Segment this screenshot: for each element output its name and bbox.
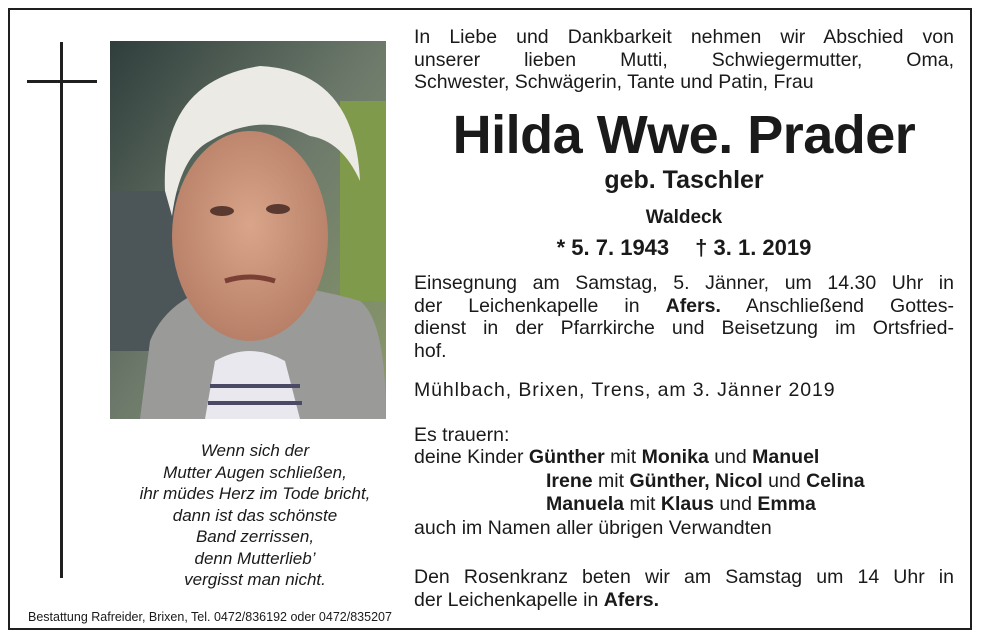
mourner-text: und — [762, 469, 807, 492]
rosary-notice — [414, 566, 954, 611]
cross-icon-bar — [27, 80, 97, 83]
mourner-name: Manuela — [546, 493, 625, 515]
intro-line: unserer lieben Mutti, Schwiegermutter, Oma, — [414, 48, 954, 71]
poem-line: dann ist das schönste — [172, 505, 338, 525]
mourner-text: deine Kinder — [414, 446, 529, 468]
mourner-text: mit — [624, 493, 661, 515]
birth-date: * 5. 7. 1943 — [556, 235, 670, 260]
mourners-row — [414, 493, 954, 517]
funeral-line: hof. — [414, 339, 447, 362]
intro-line: In Liebe und Dankbarkeit nehmen wir Abschied von — [414, 26, 954, 48]
mourner-name: Monika — [641, 446, 709, 468]
mourners-list — [414, 446, 954, 540]
poem-line: Wenn sich der — [200, 441, 310, 460]
intro-line: Schwester, Schwägerin, Tante und Patin, Frau — [414, 71, 814, 93]
mourner-text: und — [713, 493, 758, 515]
home-place: Waldeck — [645, 207, 723, 228]
maiden-name: geb. Taschler — [604, 166, 764, 194]
mourner-name: Manuel — [752, 446, 820, 468]
funeral-text: Anschließend Gottes- — [720, 294, 954, 317]
intro-text — [414, 26, 954, 94]
rosary-line — [414, 589, 954, 612]
mourner-name: Günther — [528, 446, 605, 468]
deceased-name: Hilda Wwe. Prader — [452, 105, 916, 165]
mourner-name: Celina — [806, 469, 865, 492]
mourner-text: mit — [604, 446, 642, 468]
funeral-line: Einsegnung am Samstag, 5. Jänner, um 14.30 Uhr in — [414, 272, 954, 294]
funeral-details — [414, 272, 954, 362]
funeral-home-contact: Bestattung Rafreider, Brixen, Tel. 0472/836192 oder 0472/835207 — [28, 610, 392, 624]
cross-icon — [60, 42, 63, 578]
funeral-location: Afers. — [665, 294, 721, 317]
death-date: † 3. 1. 2019 — [695, 235, 812, 260]
rosary-line: Den Rosenkranz beten wir am Samstag um 14 Uhr in — [414, 566, 954, 588]
mourner-text: und — [708, 446, 753, 468]
funeral-line: dienst in der Pfarrkirche und Beisetzung im Ortsfried- — [414, 317, 954, 339]
poem-line: vergisst man nicht. — [184, 570, 326, 589]
rosary-location: Afers. — [603, 588, 659, 611]
dateline: Mühlbach, Brixen, Trens, am 3. Jänner 2019 — [414, 379, 836, 401]
rosary-text: der Leichenkapelle in — [414, 588, 604, 611]
mourner-name: Günther, Nicol — [629, 469, 763, 492]
poem — [108, 440, 402, 591]
poem-line: Mutter Augen schließen, — [163, 462, 347, 482]
mourner-name: Emma — [757, 493, 816, 515]
mourners-heading: Es trauern: — [414, 424, 510, 446]
mourner-name: Klaus — [660, 493, 714, 515]
funeral-text: der Leichenkapelle in — [414, 294, 666, 317]
mourners-row — [414, 446, 954, 470]
portrait-photo — [110, 41, 386, 419]
mourner-name: Irene — [546, 469, 593, 492]
mourner-text: mit — [592, 469, 630, 492]
poem-line: Band zerrissen, — [195, 527, 315, 546]
poem-line: ihr müdes Herz im Tode bricht, — [139, 484, 371, 503]
mourners-row — [414, 470, 954, 494]
funeral-line — [414, 295, 954, 318]
mourners-closing: auch im Namen aller übrigen Verwandten — [414, 516, 772, 539]
life-dates — [414, 234, 954, 262]
poem-line: denn Mutterlieb’ — [194, 548, 316, 568]
